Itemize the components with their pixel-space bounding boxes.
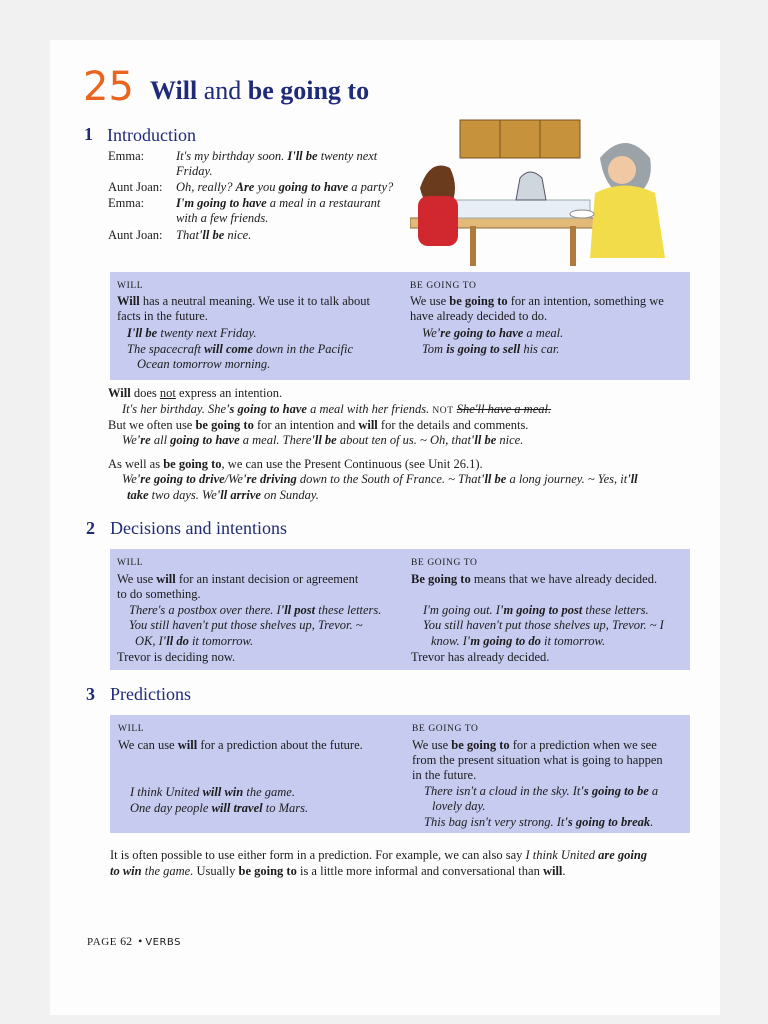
box3-going-text: from the present situation what is going to happen — [412, 753, 663, 767]
section-3-title: Predictions — [110, 684, 191, 704]
note-example: It's her birthday. She's going to have a meal with her friends. NOT She'll have a meal. — [122, 402, 552, 416]
box2-going-heading: BE GOING TO — [411, 558, 478, 568]
box1-going-example: Tom is going to sell his car. — [422, 342, 560, 356]
dialogue-speaker-4: Aunt Joan: — [108, 228, 163, 242]
note-line: As well as be going to, we can use the Present Continuous (see Unit 26.1). — [108, 457, 483, 471]
box2-will-text: to do something. — [117, 587, 201, 601]
box3-going-text: in the future. — [412, 768, 477, 782]
dialogue-line: I'm going to have a meal in a restaurant — [176, 196, 381, 210]
box3-going-example: There isn't a cloud in the sky. It's going to be a — [424, 784, 659, 798]
note-example: take two days. We'll arrive on Sunday. — [127, 488, 319, 502]
footer-bullet: • — [138, 934, 143, 948]
note-line: But we often use be going to for an intention and will for the details and comments. — [108, 418, 529, 432]
box2-will-example: OK, I'll do it tomorrow. — [135, 634, 254, 648]
dialogue-line: That'll be nice. — [176, 228, 252, 242]
box3-will-heading: WILL — [118, 724, 145, 734]
note-line: Will does not express an intention. — [108, 386, 283, 400]
box2-will-example: There's a postbox over there. I'll post these letters. — [129, 603, 382, 617]
box1-will-text: facts in the future. — [117, 309, 208, 323]
page-label: PAGE — [87, 936, 118, 948]
title-and: and — [203, 76, 242, 105]
box1-going-example: We're going to have a meal. — [422, 326, 564, 340]
box2-will-example: You still haven't put those shelves up, Trevor. ~ — [129, 618, 363, 632]
title-will: Will — [150, 76, 198, 105]
box3-going-heading: BE GOING TO — [412, 724, 479, 734]
dialogue-line: with a few friends. — [176, 211, 269, 225]
box1-will-heading: WILL — [117, 281, 144, 291]
closing-text: It is often possible to use either form in a prediction. For example, we can also say I think United are going — [110, 848, 648, 862]
box3-will-example: I think United will win the game. — [130, 785, 295, 799]
box2-will-end: Trevor is deciding now. — [117, 650, 236, 664]
section-1-number: 1 — [84, 124, 93, 144]
box3-will-text: We can use will for a prediction about the future. — [118, 738, 363, 752]
box3-going-example: This bag isn't very strong. It's going to break. — [424, 815, 654, 829]
closing-text: to win the game. Usually be going to is a little more informal and conversational than will. — [110, 864, 566, 878]
box1-will-example: I'll be twenty next Friday. — [127, 326, 257, 340]
box1-going-text: have already decided to do. — [410, 309, 548, 323]
page-number: 62 — [120, 934, 133, 948]
box1-will-example: The spacecraft will come down in the Pacific — [127, 342, 354, 356]
dialogue-speaker-2: Aunt Joan: — [108, 180, 163, 194]
dialogue-line: It's my birthday soon. I'll be twenty next — [176, 149, 378, 163]
unit-title — [150, 76, 369, 106]
box1-going-text: We use be going to for an intention, something we — [410, 294, 664, 308]
dialogue-line: Oh, really? Are you going to have a party? — [176, 180, 394, 194]
section-1-title: Introduction — [107, 125, 196, 145]
box2-will-text: We use will for an instant decision or agreement — [117, 572, 359, 586]
dialogue-line: Friday. — [176, 164, 213, 178]
dialogue-speaker-3: Emma: — [108, 196, 145, 210]
kitchen-illustration — [410, 118, 672, 266]
box2-will-heading: WILL — [117, 558, 144, 568]
note-example: We're going to drive/We're driving down to the South of France. ~ That'll be a long journey. ~ Yes, it'll — [122, 472, 638, 486]
box3-will-example: One day people will travel to Mars. — [130, 801, 309, 815]
unit-number: 25 — [83, 64, 134, 110]
section-3-number: 3 — [86, 684, 95, 704]
box3-going-text: We use be going to for a prediction when we see — [412, 738, 657, 752]
box2-going-example: know. I'm going to do it tomorrow. — [431, 634, 606, 648]
dialogue-speaker-1: Emma: — [108, 149, 145, 163]
title-going: be going to — [247, 76, 370, 105]
box1-will-text: Will has a neutral meaning. We use it to talk about — [117, 294, 371, 308]
page-footer — [87, 934, 181, 949]
box1-going-heading: BE GOING TO — [410, 281, 477, 291]
box2-going-example: I'm going out. I'm going to post these letters. — [423, 603, 649, 617]
box1-will-example: Ocean tomorrow morning. — [137, 357, 271, 371]
box2-going-text: Be going to means that we have already decided. — [411, 572, 658, 586]
box3-going-example: lovely day. — [432, 799, 486, 813]
note-example: We're all going to have a meal. There'll be about ten of us. ~ Oh, that'll be nice. — [122, 433, 524, 447]
section-2-number: 2 — [86, 518, 95, 538]
section-2-title: Decisions and intentions — [110, 518, 287, 538]
footer-section: VERBS — [145, 937, 181, 948]
box2-going-end: Trevor has already decided. — [411, 650, 550, 664]
box2-going-example: You still haven't put those shelves up, Trevor. ~ I — [423, 618, 664, 632]
